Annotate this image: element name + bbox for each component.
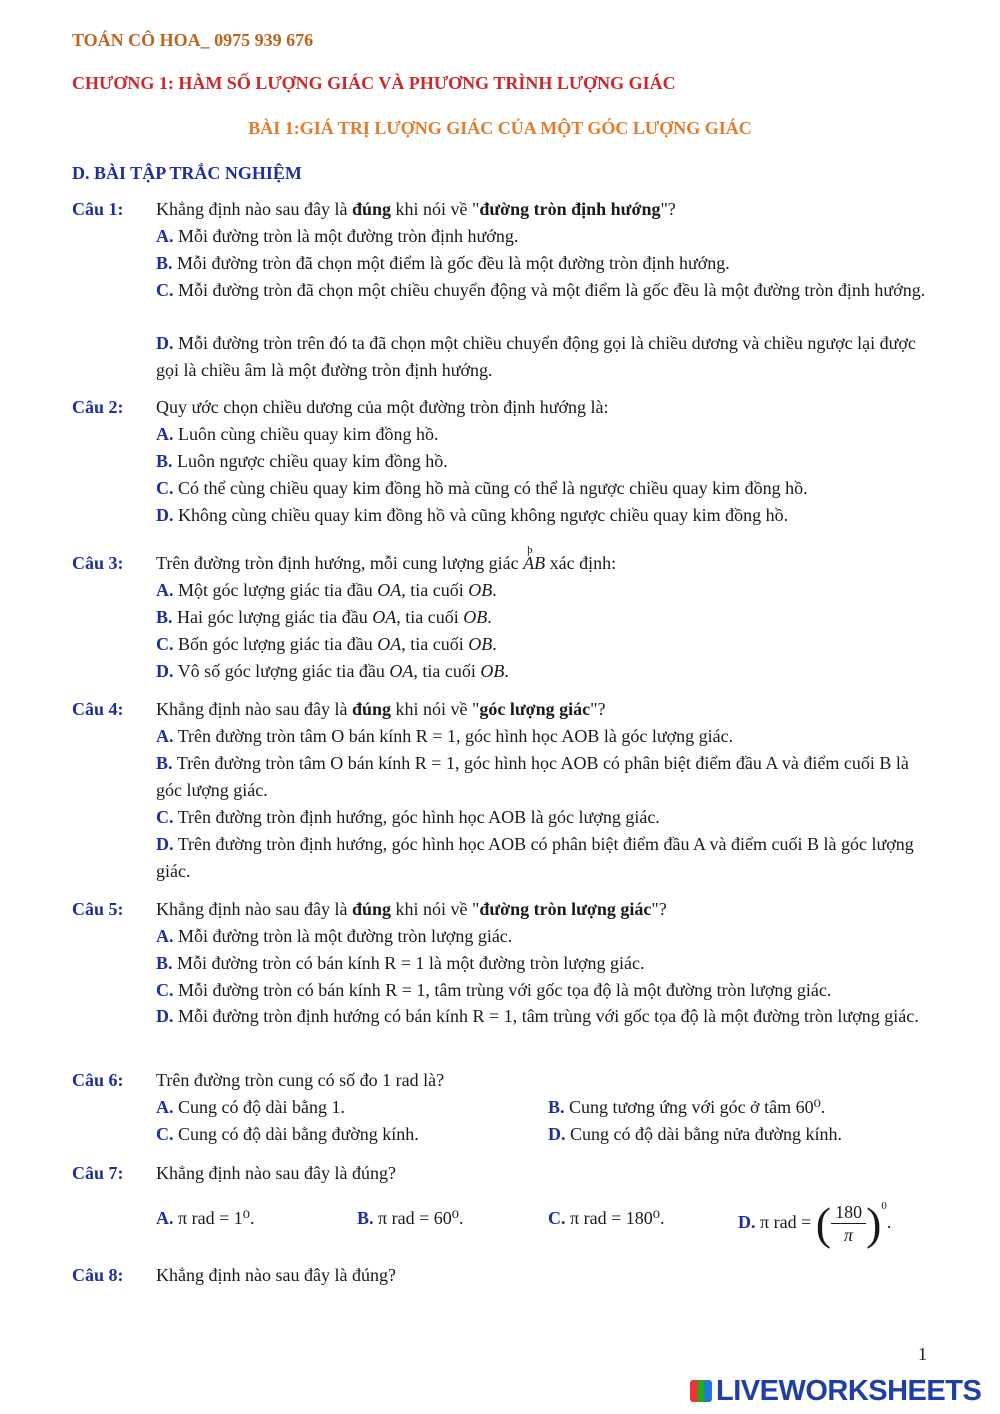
question-1-text: Khẳng định nào sau đây là đúng khi nói về "đường tròn định hướng"?	[156, 199, 676, 219]
question-2-text: Quy ước chọn chiều dương của một đường tròn định hướng là:	[156, 397, 609, 417]
liveworksheets-logo-icon	[690, 1380, 712, 1402]
question-1-number: Câu 1:	[72, 199, 124, 219]
question-4-option-a[interactable]: A. Trên đường tròn tâm O bán kính R = 1, góc hình học AOB là góc lượng giác.	[156, 726, 734, 746]
question-6-option-a[interactable]: A. Cung có độ dài bằng 1.	[156, 1097, 345, 1117]
question-4-option-d[interactable]: D. Trên đường tròn định hướng, góc hình học AOB có phân biệt điểm đầu A và điểm cuối B là góc lượng giác.	[156, 834, 914, 881]
question-3-option-a[interactable]: A. Một góc lượng giác tia đầu OA, tia cuối OB.	[156, 580, 497, 600]
question-6-option-c[interactable]: C. Cung có độ dài bằng đường kính.	[156, 1124, 419, 1144]
question-2-option-b[interactable]: B. Luôn ngược chiều quay kim đồng hồ.	[156, 451, 448, 471]
question-2-option-d[interactable]: D. Không cùng chiều quay kim đồng hồ và cũng không ngược chiều quay kim đồng hồ.	[156, 505, 789, 525]
question-5-option-b[interactable]: B. Mỗi đường tròn có bán kính R = 1 là một đường tròn lượng giác.	[156, 953, 645, 973]
question-7-option-d[interactable]: D. π rad = ( $\frac{180}{\pi}$ )$^0$.	[738, 1197, 892, 1249]
question-6-text: Trên đường tròn cung có số đo 1 rad là?	[156, 1070, 445, 1090]
arc-ab: AB þ	[523, 544, 546, 573]
question-3-text: Trên đường tròn định hướng, mỗi cung lượng giác AB þ xác định:	[156, 544, 617, 573]
section-title: D. BÀI TẬP TRẮC NGHIỆM	[72, 163, 302, 183]
question-3-number: Câu 3:	[72, 553, 124, 573]
question-1-option-d[interactable]: D. Mỗi đường tròn trên đó ta đã chọn một chiều chuyển động gọi là chiều dương và chiều ngược lại được gọi là chiều âm là một đường tròn định hướng.	[156, 333, 916, 380]
question-6-option-b[interactable]: B. Cung tương ứng với góc ở tâm 60⁰.	[548, 1097, 826, 1117]
question-2-number: Câu 2:	[72, 397, 124, 417]
question-2-option-a[interactable]: A. Luôn cùng chiều quay kim đồng hồ.	[156, 424, 439, 444]
question-7-number: Câu 7:	[72, 1163, 124, 1183]
question-8-number: Câu 8:	[72, 1265, 124, 1285]
question-7-option-c[interactable]: C. π rad = 180⁰.	[548, 1208, 665, 1228]
liveworksheets-logo[interactable]: LIVEWORKSHEETS	[690, 1375, 981, 1408]
question-5-option-c[interactable]: C. Mỗi đường tròn có bán kính R = 1, tâm trùng với gốc tọa độ là một đường tròn lượng giác.	[156, 980, 832, 1000]
question-6-number: Câu 6:	[72, 1070, 124, 1090]
question-5-option-a[interactable]: A. Mỗi đường tròn là một đường tròn lượng giác.	[156, 926, 513, 946]
question-7-option-b[interactable]: B. π rad = 60⁰.	[357, 1208, 464, 1228]
question-4-option-c[interactable]: C. Trên đường tròn định hướng, góc hình học AOB là góc lượng giác.	[156, 807, 660, 827]
question-3-option-b[interactable]: B. Hai góc lượng giác tia đầu OA, tia cuối OB.	[156, 607, 492, 627]
question-1-option-c[interactable]: C. Mỗi đường tròn đã chọn một chiều chuyển động và một điểm là gốc đều là một đường tròn định hướng.	[156, 280, 926, 300]
question-1-option-a[interactable]: A. Mỗi đường tròn là một đường tròn định hướng.	[156, 226, 519, 246]
question-6-option-d[interactable]: D. Cung có độ dài bằng nửa đường kính.	[548, 1124, 842, 1144]
question-5-text: Khẳng định nào sau đây là đúng khi nói về "đường tròn lượng giác"?	[156, 899, 667, 919]
fraction-180-over-pi: $\frac{180}{\pi}$	[831, 1201, 866, 1246]
page-number: 1	[918, 1344, 927, 1364]
question-2-option-c[interactable]: C. Có thể cùng chiều quay kim đồng hồ mà cũng có thể là ngược chiều quay kim đồng hồ.	[156, 478, 808, 498]
chapter-title: CHƯƠNG 1: HÀM SỐ LƯỢNG GIÁC VÀ PHƯƠNG TRÌNH LƯỢNG GIÁC	[72, 73, 676, 93]
question-5-option-d[interactable]: D. Mỗi đường tròn định hướng có bán kính R = 1, tâm trùng với gốc tọa độ là một đường tròn lượng giác.	[156, 1006, 919, 1026]
question-3-option-c[interactable]: C. Bốn góc lượng giác tia đầu OA, tia cuối OB.	[156, 634, 497, 654]
lesson-title: BÀI 1:GIÁ TRỊ LƯỢNG GIÁC CỦA MỘT GÓC LƯỢNG GIÁC	[248, 118, 752, 138]
question-4-number: Câu 4:	[72, 699, 124, 719]
question-7-option-a[interactable]: A. π rad = 1⁰.	[156, 1208, 255, 1228]
question-4-option-b[interactable]: B. Trên đường tròn tâm O bán kính R = 1, góc hình học AOB có phân biệt điểm đầu A và điểm cuối B là góc lượng giác.	[156, 753, 909, 800]
question-7-text: Khẳng định nào sau đây là đúng?	[156, 1163, 396, 1183]
question-8-text: Khẳng định nào sau đây là đúng?	[156, 1265, 396, 1285]
question-4-text: Khẳng định nào sau đây là đúng khi nói về "góc lượng giác"?	[156, 699, 606, 719]
question-1-option-b[interactable]: B. Mỗi đường tròn đã chọn một điểm là gốc đều là một đường tròn định hướng.	[156, 253, 730, 273]
question-5-number: Câu 5:	[72, 899, 124, 919]
question-3-option-d[interactable]: D. Vô số góc lượng giác tia đầu OA, tia cuối OB.	[156, 661, 509, 681]
page-header: TOÁN CÔ HOA_ 0975 939 676	[72, 30, 314, 50]
